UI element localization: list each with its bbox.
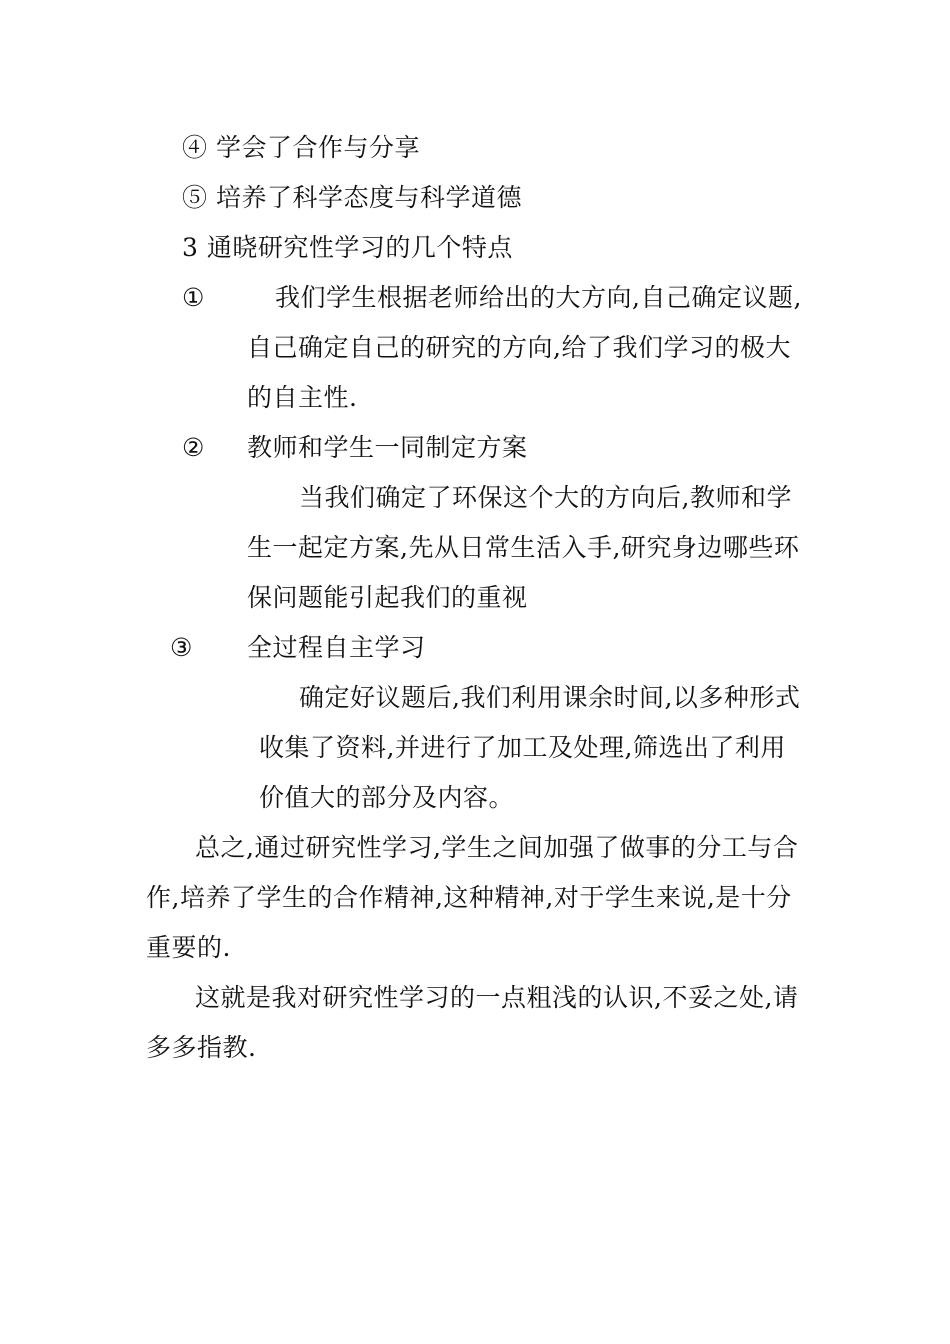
- item-3-marker: ③: [170, 633, 193, 662]
- item-1-line-2: 自己确定自己的研究的方向,给了我们学习的极大: [247, 333, 791, 362]
- list-item-5: [182, 180, 522, 216]
- item-2-line-2: 生一起定方案,先从日常生活入手,研究身边哪些环: [247, 533, 800, 562]
- list-text: 培养了科学态度与科学道德: [215, 183, 522, 212]
- section-heading: 3 通晓研究性学习的几个特点: [182, 233, 513, 262]
- summary-line-2: 作,培养了学生的合作精神,这种精神,对于学生来说,是十分: [146, 883, 792, 912]
- item-3-line-1: 确定好议题后,我们利用课余时间,以多种形式: [299, 683, 801, 712]
- item-2-title: 教师和学生一同制定方案: [247, 433, 528, 462]
- item-3-title: 全过程自主学习: [247, 633, 426, 662]
- list-text: 学会了合作与分享: [215, 133, 420, 162]
- item-2-line-3: 保问题能引起我们的重视: [247, 583, 528, 612]
- list-item-4: [182, 130, 420, 166]
- summary-line-3: 重要的.: [146, 933, 231, 962]
- list-marker: ④: [182, 133, 208, 162]
- item-2-line-1: 当我们确定了环保这个大的方向后,教师和学: [299, 483, 792, 512]
- item-3-line-3: 价值大的部分及内容。: [259, 783, 515, 812]
- closing-line-1: 这就是我对研究性学习的一点粗浅的认识,不妥之处,请: [195, 983, 799, 1012]
- item-1-marker: ①: [182, 283, 205, 312]
- closing-line-2: 多多指教.: [146, 1033, 257, 1062]
- summary-line-1: 总之,通过研究性学习,学生之间加强了做事的分工与合: [195, 833, 799, 862]
- item-1-line-3: 的自主性.: [247, 383, 358, 412]
- item-3-line-2: 收集了资料,并进行了加工及处理,筛选出了利用: [259, 733, 786, 762]
- item-2-marker: ②: [182, 433, 205, 462]
- item-1-line-1: 我们学生根据老师给出的大方向,自己确定议题,: [275, 283, 802, 312]
- list-marker: ⑤: [182, 183, 208, 212]
